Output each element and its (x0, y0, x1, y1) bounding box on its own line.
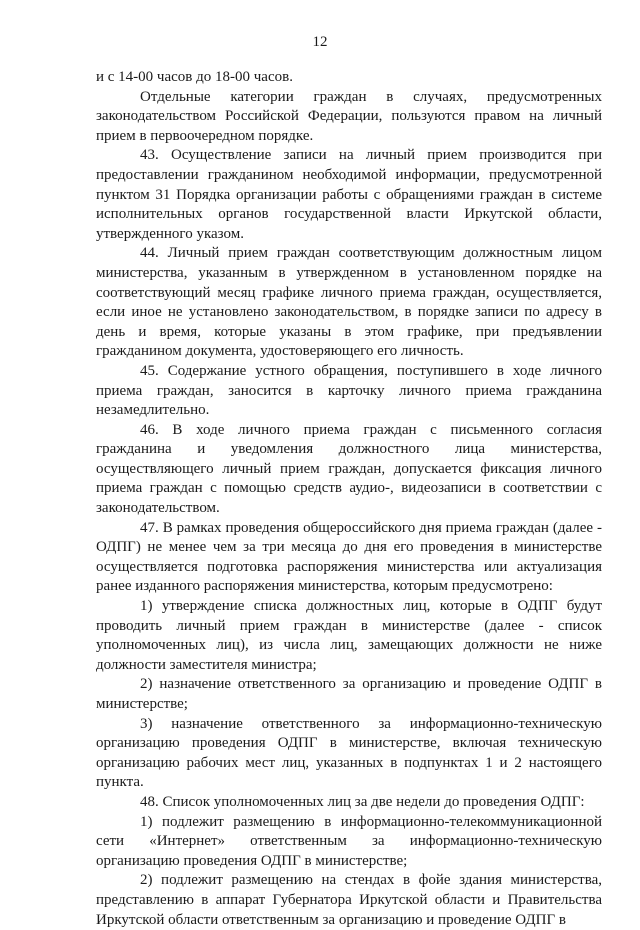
page-number: 12 (312, 34, 328, 50)
document-body (96, 68, 602, 930)
paragraph-48-item-2: 2) подлежит размещению на стендах в фойе здания министерства, представлению в аппарат Губернатора Иркутской области и Правительства Иркутской области ответственным за организацию и проведение ОДПГ в (96, 872, 602, 928)
paragraph-48: 48. Список уполномоченных лиц за две недели до проведения ОДПГ: (140, 793, 585, 810)
paragraph-48-item-1: 1) подлежит размещению в информационно-телекоммуникационной сети «Интернет» ответственным за информационно-техническую организацию проведения ОДПГ в министерстве; (96, 813, 602, 869)
paragraph-47-item-1: 1) утверждение списка должностных лиц, которые в ОДПГ будут проводить личный прием граждан в министерстве (далее - список уполномоченных лиц), из числа лиц, замещающих должности не ниже должности заместителя министра; (96, 598, 602, 673)
paragraph-priority-categories: Отдельные категории граждан в случаях, предусмотренных законодательством Российской Федерации, пользуются правом на личный прием в первоочередном порядке. (96, 88, 602, 144)
paragraph-43: 43. Осуществление записи на личный прием производится при предоставлении гражданином необходимой информации, предусмотренной пунктом 31 Порядка организации работы с обращениями граждан в системе исполнительных органов государственной власти Иркутской области, утвержденного указом. (96, 147, 602, 242)
paragraph-47-item-3: 3) назначение ответственного за информационно-техническую организацию проведения ОДПГ в министерстве, включая техническую организацию рабочих мест лиц, указанных в подпунктах 1 и 2 настоящего пункта. (96, 715, 602, 791)
paragraph-47-item-2: 2) назначение ответственного за организацию и проведение ОДПГ в министерстве; (96, 676, 602, 712)
paragraph-46: 46. В ходе личного приема граждан с письменного согласия гражданина и уведомления должностного лица министерства, осуществляющего личный прием граждан, допускается фиксация личного приема граждан с помощью средств аудио-, видеозаписи в соответствии с законодательством. (96, 421, 602, 517)
paragraph-continuation: и с 14-00 часов до 18-00 часов. (96, 69, 293, 85)
paragraph-45: 45. Содержание устного обращения, поступившего в ходе личного приема граждан, заносится в карточку личного приема гражданина незамедлительно. (96, 362, 602, 419)
paragraph-47: 47. В рамках проведения общероссийского дня приема граждан (далее - ОДПГ) не менее чем за три месяца до дня его проведения в министерстве осуществляется подготовка распоряжения министерства или актуализация ранее изданного распоряжения министерства, которым предусмотрено: (96, 519, 602, 595)
paragraph-44: 44. Личный прием граждан соответствующим должностным лицом министерства, указанным в утвержденном в установленном порядке на соответствующий месяц графике личного приема граждан, осуществляется, если иное не установлено законодательством, в порядке записи по адресу в день и время, которые указаны в этом графике, при предъявлении гражданином документа, удостоверяющего его личность. (96, 245, 602, 360)
